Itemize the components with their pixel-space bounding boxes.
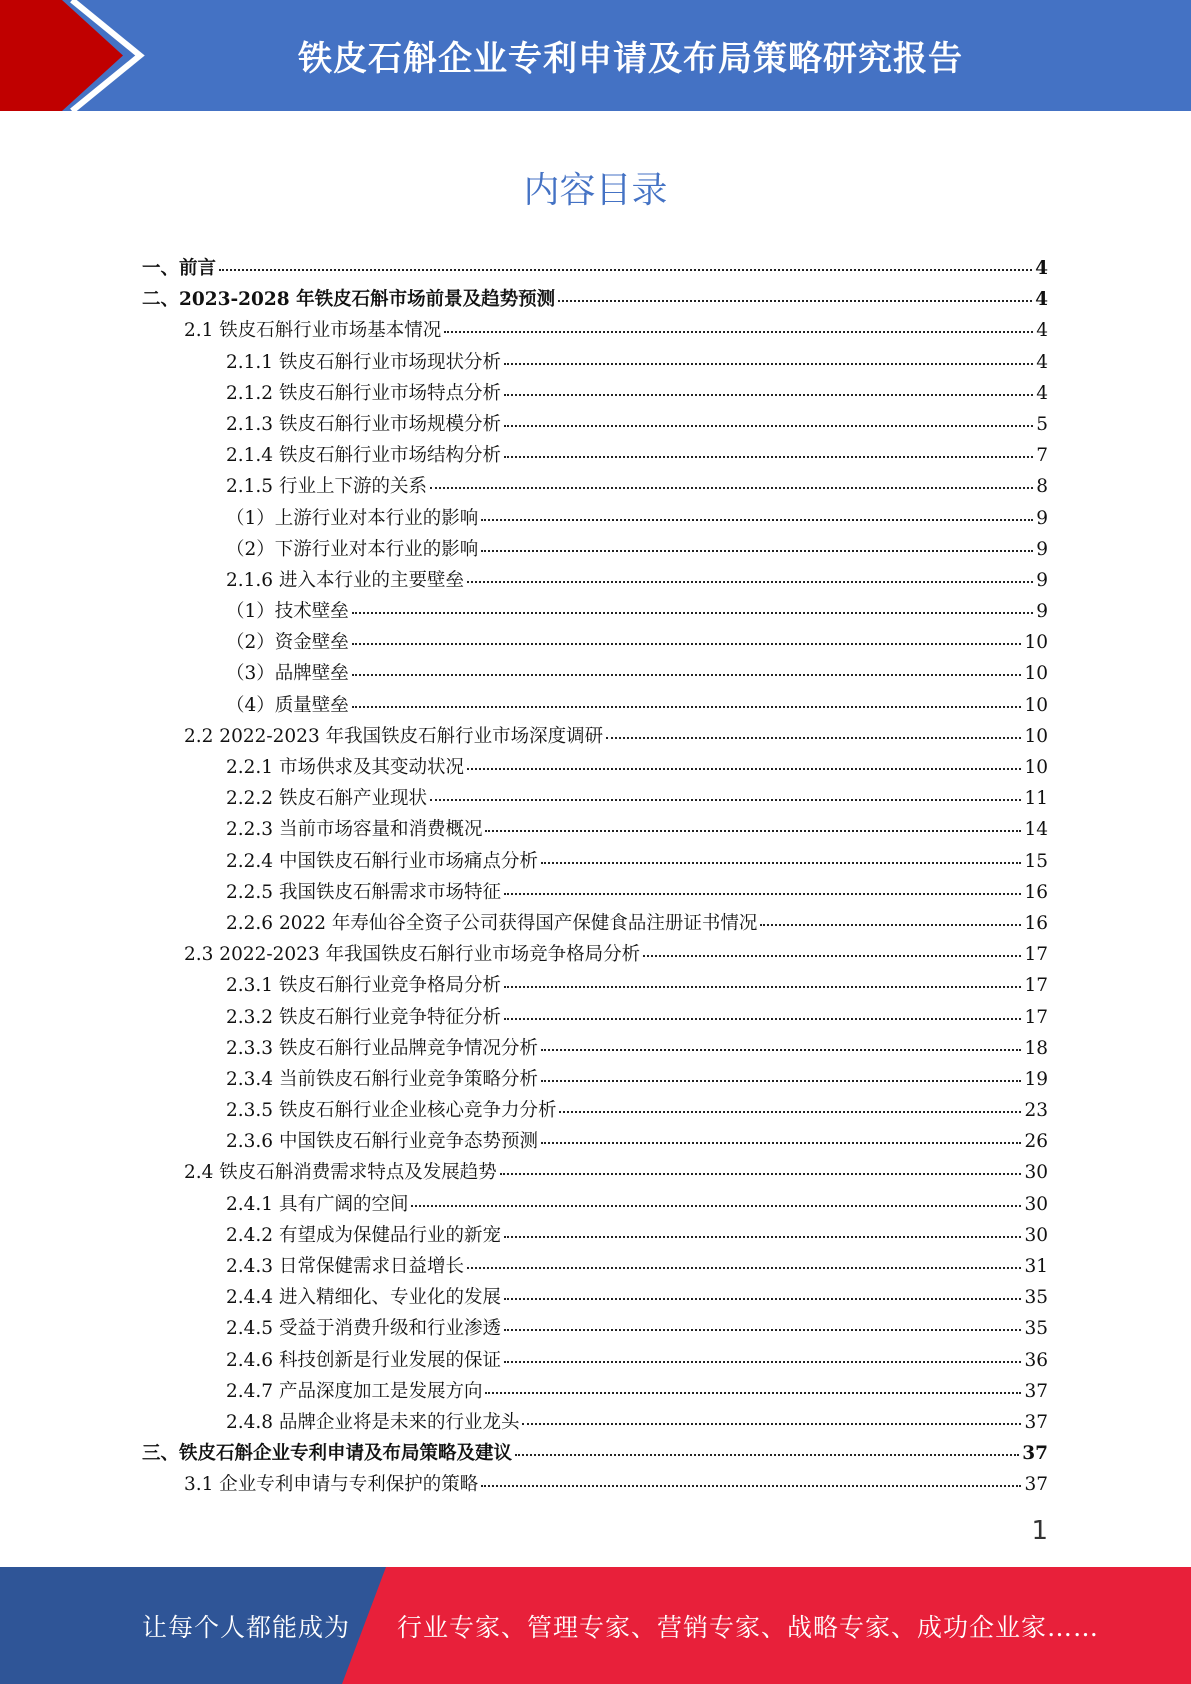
toc-entry[interactable] [142, 1096, 1048, 1127]
toc-entry-label: 2.4.4 进入精细化、专业化的发展 [226, 1287, 501, 1309]
toc-dot-leader [430, 798, 1021, 801]
toc-entry-page: 23 [1024, 1100, 1048, 1122]
toc-entry-page: 35 [1024, 1287, 1048, 1309]
toc-dot-leader [504, 393, 1033, 396]
toc-entry[interactable] [142, 909, 1048, 940]
toc-entry-page: 37 [1022, 1443, 1048, 1465]
toc-entry-page: 37 [1024, 1474, 1048, 1496]
toc-dot-leader [481, 1484, 1021, 1487]
toc-entry-label: 2.1.3 铁皮石斛行业市场规模分析 [226, 413, 501, 435]
page-number: 1 [1031, 1516, 1048, 1546]
report-title: 铁皮石斛企业专利申请及布局策略研究报告 [298, 39, 963, 79]
toc-dot-leader [467, 580, 1033, 583]
toc-entry[interactable] [142, 1346, 1048, 1377]
toc-entry[interactable] [142, 847, 1048, 878]
toc-entry[interactable] [142, 1314, 1048, 1345]
toc-entry[interactable] [142, 1065, 1048, 1096]
toc-entry-page: 17 [1024, 944, 1048, 966]
toc-entry-label: 2.2.4 中国铁皮石斛行业市场痛点分析 [226, 850, 538, 872]
toc-entry[interactable] [142, 1252, 1048, 1283]
toc-entry[interactable] [142, 441, 1048, 472]
toc-entry-page: 18 [1024, 1037, 1048, 1059]
toc-entry-label: 2.2 2022-2023 年我国铁皮石斛行业市场深度调研 [184, 725, 604, 747]
toc-entry[interactable] [142, 254, 1048, 285]
toc-dot-leader [504, 1235, 1021, 1238]
toc-entry[interactable] [142, 1003, 1048, 1034]
toc-dot-leader [504, 1328, 1021, 1331]
toc-entry-label: 3.1 企业专利申请与专利保护的策略 [184, 1474, 479, 1496]
toc-entry-page: 9 [1036, 569, 1048, 591]
toc-entry[interactable] [142, 348, 1048, 379]
toc-dot-leader [504, 892, 1021, 895]
toc-entry-label: 2.3.5 铁皮石斛行业企业核心竞争力分析 [226, 1100, 557, 1122]
toc-dot-leader [541, 1079, 1021, 1082]
toc-entry[interactable] [142, 285, 1048, 316]
toc-dot-leader [515, 1453, 1019, 1456]
toc-entry-page: 9 [1036, 538, 1048, 560]
toc-dot-leader [411, 1204, 1021, 1207]
toc-dot-leader [444, 330, 1033, 333]
toc-entry-label: （1）上游行业对本行业的影响 [226, 507, 479, 529]
toc-entry-page: 7 [1036, 445, 1048, 467]
toc-dot-leader [352, 642, 1022, 645]
toc-entry-label: （2）资金壁垒 [226, 632, 349, 654]
toc-dot-leader [643, 954, 1021, 957]
toc-entry-page: 19 [1024, 1068, 1048, 1090]
toc-dot-leader [352, 705, 1022, 708]
toc-entry-page: 37 [1024, 1380, 1048, 1402]
toc-entry-label: 一、前言 [142, 258, 217, 279]
toc-entry[interactable] [142, 1127, 1048, 1158]
toc-dot-leader [467, 767, 1021, 770]
toc-entry[interactable] [142, 535, 1048, 566]
toc-dot-leader [541, 861, 1021, 864]
toc-entry-page: 17 [1024, 975, 1048, 997]
toc-dot-leader [481, 518, 1033, 521]
toc-entry-page: 16 [1024, 881, 1048, 903]
toc-entry-page: 4 [1035, 258, 1048, 279]
toc-entry-page: 17 [1024, 1006, 1048, 1028]
toc-entry-page: 15 [1024, 850, 1048, 872]
toc-entry[interactable] [142, 1439, 1048, 1470]
toc-entry-page: 8 [1036, 476, 1048, 498]
toc-entry-label: （4）质量壁垒 [226, 694, 349, 716]
toc-entry-label: 2.1.2 铁皮石斛行业市场特点分析 [226, 382, 501, 404]
toc-dot-leader [522, 1422, 1021, 1425]
toc-dot-leader [500, 1172, 1022, 1175]
toc-entry-label: 2.2.5 我国铁皮石斛需求市场特征 [226, 881, 501, 903]
toc-entry-page: 4 [1035, 289, 1048, 311]
toc-entry[interactable] [142, 1158, 1048, 1189]
toc-dot-leader [352, 673, 1022, 676]
toc-entry[interactable] [142, 1034, 1048, 1065]
toc-entry-label: 2.3 2022-2023 年我国铁皮石斛行业市场竞争格局分析 [184, 944, 641, 966]
toc-entry[interactable] [142, 940, 1048, 971]
toc-dot-leader [481, 549, 1033, 552]
toc-entry-label: 二、2023-2028 年铁皮石斛市场前景及趋势预测 [142, 289, 556, 311]
toc-entry[interactable] [142, 784, 1048, 815]
toc-entry[interactable] [142, 971, 1048, 1002]
toc-entry-label: 2.1.6 进入本行业的主要壁垒 [226, 569, 464, 591]
toc-dot-leader [606, 736, 1021, 739]
toc-entry-label: 2.4.8 品牌企业将是未来的行业龙头 [226, 1411, 520, 1433]
footer-slogan-right: 行业专家、管理专家、营销专家、战略专家、成功企业家…… [397, 1612, 1100, 1642]
toc-dot-leader [430, 486, 1033, 489]
toc-entry-page: 10 [1024, 632, 1048, 654]
toc-entry-label: 2.2.2 铁皮石斛产业现状 [226, 788, 427, 810]
toc-entry-page: 37 [1024, 1411, 1048, 1433]
toc-dot-leader [541, 1141, 1021, 1144]
toc-dot-leader [504, 985, 1021, 988]
toc-dot-leader [504, 424, 1033, 427]
header-banner [0, 0, 1191, 111]
toc-entry-page: 31 [1024, 1256, 1048, 1277]
toc-entry-page: 5 [1036, 413, 1048, 435]
toc-entry-label: 2.3.3 铁皮石斛行业品牌竞争情况分析 [226, 1037, 538, 1059]
toc-entry[interactable] [142, 566, 1048, 597]
toc-entry[interactable] [142, 379, 1048, 410]
toc-entry-label: 2.3.1 铁皮石斛行业竞争格局分析 [226, 975, 501, 997]
footer-slogan-left: 让每个人都能成为 [142, 1612, 351, 1642]
toc-entry-label: 2.4.7 产品深度加工是发展方向 [226, 1380, 483, 1402]
toc-entry-page: 11 [1024, 788, 1048, 810]
toc-dot-leader [559, 1110, 1021, 1113]
toc-dot-leader [219, 268, 1032, 271]
toc-entry[interactable] [142, 815, 1048, 846]
toc-dot-leader [504, 1017, 1021, 1020]
toc-entry[interactable] [142, 1408, 1048, 1439]
toc-dot-leader [541, 1048, 1021, 1051]
toc-entry-page: 14 [1024, 819, 1048, 841]
toc-entry-page: 9 [1036, 507, 1048, 529]
toc-entry[interactable] [142, 1470, 1048, 1501]
toc-entry[interactable] [142, 472, 1048, 503]
toc-dot-leader [467, 1266, 1021, 1269]
toc-entry-page: 30 [1024, 1162, 1048, 1184]
toc-entry-label: （2）下游行业对本行业的影响 [226, 538, 479, 560]
toc-entry-page: 10 [1024, 757, 1048, 778]
toc-entry-page: 30 [1024, 1193, 1048, 1215]
toc-entry-label: （3）品牌壁垒 [226, 663, 349, 685]
toc-entry[interactable] [142, 1190, 1048, 1221]
toc-entry-page: 35 [1024, 1318, 1048, 1340]
toc-entry[interactable] [142, 597, 1048, 628]
toc-entry-label: 2.4.5 受益于消费升级和行业渗透 [226, 1318, 501, 1340]
toc-entry-label: 2.2.1 市场供求及其变动状况 [226, 757, 464, 778]
toc-entry[interactable] [142, 691, 1048, 722]
toc-dot-leader [760, 923, 1021, 926]
toc-entry[interactable] [142, 659, 1048, 690]
toc-entry[interactable] [142, 722, 1048, 753]
toc-entry[interactable] [142, 1283, 1048, 1314]
toc-dot-leader [558, 299, 1032, 302]
toc-entry-label: 2.2.6 2022 年寿仙谷全资子公司获得国产保健食品注册证书情况 [226, 912, 758, 934]
toc-entry[interactable] [142, 628, 1048, 659]
toc-entry-label: 2.1 铁皮石斛行业市场基本情况 [184, 320, 442, 342]
toc-entry-label: 2.3.2 铁皮石斛行业竞争特征分析 [226, 1006, 501, 1028]
toc-dot-leader [504, 362, 1033, 365]
toc-entry-label: 2.2.3 当前市场容量和消费概况 [226, 819, 483, 841]
toc-entry-page: 4 [1036, 320, 1048, 342]
toc-entry[interactable] [142, 1221, 1048, 1252]
toc-entry-label: 2.4 铁皮石斛消费需求特点及发展趋势 [184, 1162, 497, 1184]
toc-entry[interactable] [142, 316, 1048, 347]
toc-entry-label: 2.4.2 有望成为保健品行业的新宠 [226, 1224, 501, 1246]
table-of-contents [142, 254, 1048, 1502]
toc-entry-label: 2.1.4 铁皮石斛行业市场结构分析 [226, 445, 501, 467]
toc-entry-label: 2.4.3 日常保健需求日益增长 [226, 1256, 464, 1277]
toc-entry-label: 2.1.5 行业上下游的关系 [226, 476, 427, 498]
toc-entry-label: 2.1.1 铁皮石斛行业市场现状分析 [226, 351, 501, 373]
toc-entry-page: 26 [1024, 1131, 1048, 1153]
toc-entry[interactable] [142, 410, 1048, 441]
toc-dot-leader [485, 1391, 1021, 1394]
toc-dot-leader [352, 611, 1033, 614]
toc-entry[interactable] [142, 753, 1048, 784]
toc-entry-page: 9 [1036, 601, 1048, 623]
footer-banner [0, 1567, 1191, 1684]
toc-entry-label: 2.3.4 当前铁皮石斛行业竞争策略分析 [226, 1068, 538, 1090]
toc-heading: 内容目录 [523, 170, 668, 211]
toc-entry[interactable] [142, 1377, 1048, 1408]
toc-dot-leader [485, 829, 1021, 832]
toc-entry-page: 10 [1024, 663, 1048, 685]
toc-entry-label: （1）技术壁垒 [226, 601, 349, 623]
toc-entry-page: 30 [1024, 1224, 1048, 1246]
chevron-arrow-icon [0, 0, 160, 111]
toc-entry-page: 36 [1024, 1349, 1048, 1371]
toc-dot-leader [504, 1297, 1021, 1300]
toc-entry[interactable] [142, 878, 1048, 909]
toc-entry-label: 三、铁皮石斛企业专利申请及布局策略及建议 [142, 1443, 513, 1465]
toc-entry-label: 2.3.6 中国铁皮石斛行业竞争态势预测 [226, 1131, 538, 1153]
toc-entry-page: 10 [1024, 725, 1048, 747]
toc-dot-leader [504, 1360, 1021, 1363]
toc-entry-page: 4 [1036, 351, 1048, 373]
toc-entry[interactable] [142, 504, 1048, 535]
toc-entry-page: 10 [1024, 694, 1048, 716]
toc-entry-page: 4 [1036, 382, 1048, 404]
toc-entry-label: 2.4.1 具有广阔的空间 [226, 1193, 409, 1215]
toc-entry-label: 2.4.6 科技创新是行业发展的保证 [226, 1349, 501, 1371]
toc-dot-leader [504, 455, 1033, 458]
toc-entry-page: 16 [1024, 912, 1048, 934]
